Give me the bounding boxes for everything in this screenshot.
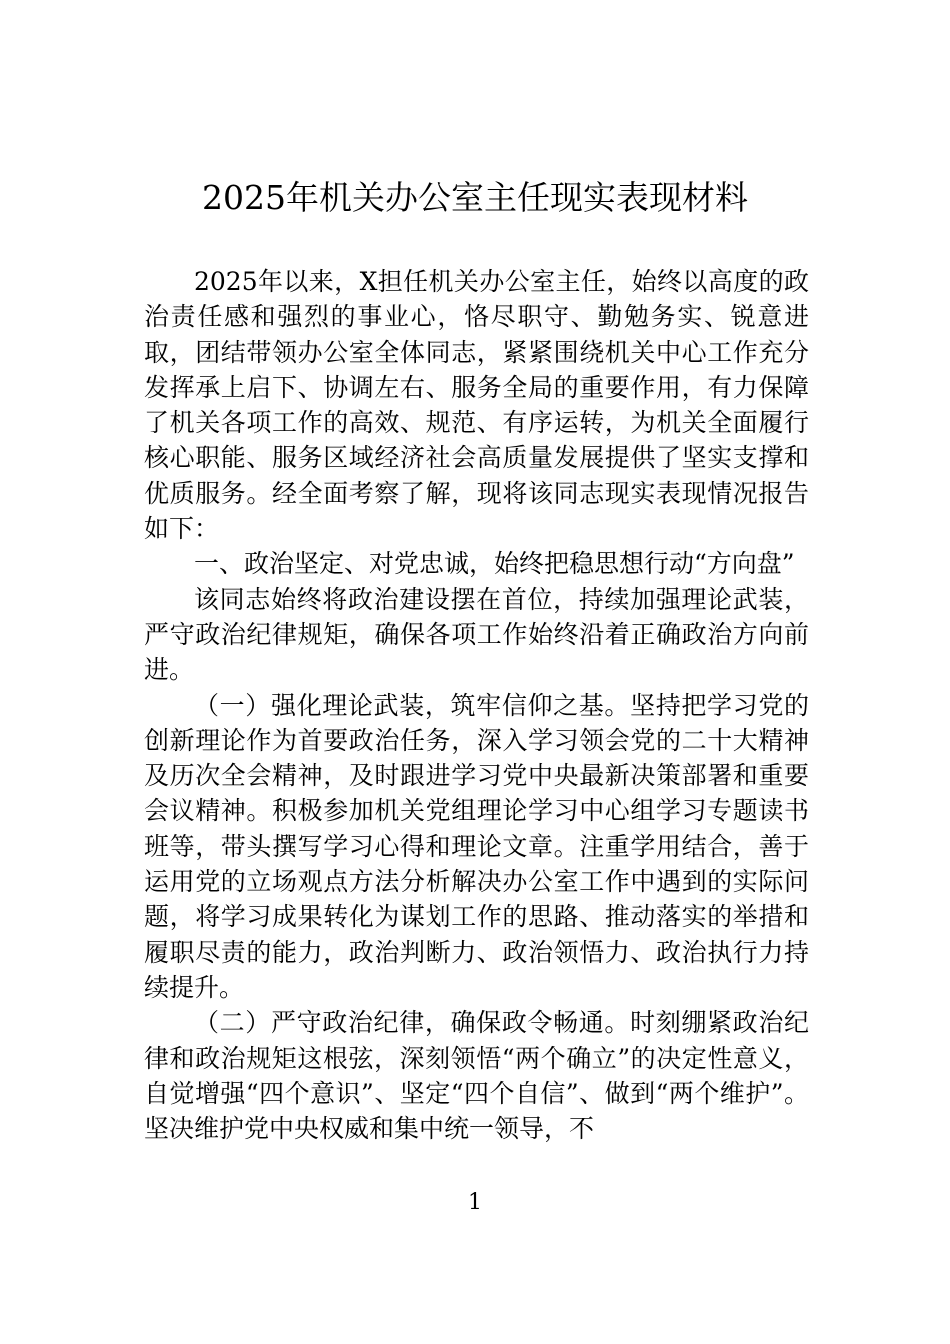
- subsection-1-paragraph: （一）强化理论武装，筑牢信仰之基。坚持把学习党的创新理论作为首要政治任务，深入学习领会党的二十大精神及历次全会精神，及时跟进学习党中央最新决策部署和重要会议精神。积极参加机关党组理论学习中心组学习专题读书班等，带头撰写学习心得和理论文章。注重学用结合，善于运用党的立场观点方法分析解决办公室工作中遇到的实际问题，将学习成果转化为谋划工作的思路、推动落实的举措和履职尽责的能力，政治判断力、政治领悟力、政治执行力持续提升。: [144, 690, 809, 1002]
- document-title: 2025年机关办公室主任现实表现材料: [202, 178, 748, 217]
- intro-paragraph: 2025年以来，X担任机关办公室主任，始终以高度的政治责任感和强烈的事业心，恪尽职守、勤勉务实、锐意进取，团结带领办公室全体同志，紧紧围绕机关中心工作充分发挥承上启下、协调左右、服务全局的重要作用，有力保障了机关各项工作的高效、规范、有序运转，为机关全面履行核心职能、服务区域经济社会高质量发展提供了坚实支撑和优质服务。经全面考察了解，现将该同志现实表现情况报告如下：: [144, 267, 809, 544]
- section-heading-1: 一、政治坚定、对党忠诚，始终把稳思想行动“方向盘”: [194, 549, 795, 579]
- document-body: [144, 264, 809, 1146]
- subsection-2-paragraph: （二）严守政治纪律，确保政令畅通。时刻绷紧政治纪律和政治规矩这根弦，深刻领悟“两个确立”的决定性意义，自觉增强“四个意识”、坚定“四个自信”、做到“两个维护”。坚决维护党中央权威和集中统一领导，不: [144, 1008, 809, 1144]
- section-1-summary-paragraph: 该同志始终将政治建设摆在首位，持续加强理论武装，严守政治纪律规矩，确保各项工作始终沿着正确政治方向前进。: [144, 584, 809, 685]
- page-number: 1: [468, 1190, 482, 1215]
